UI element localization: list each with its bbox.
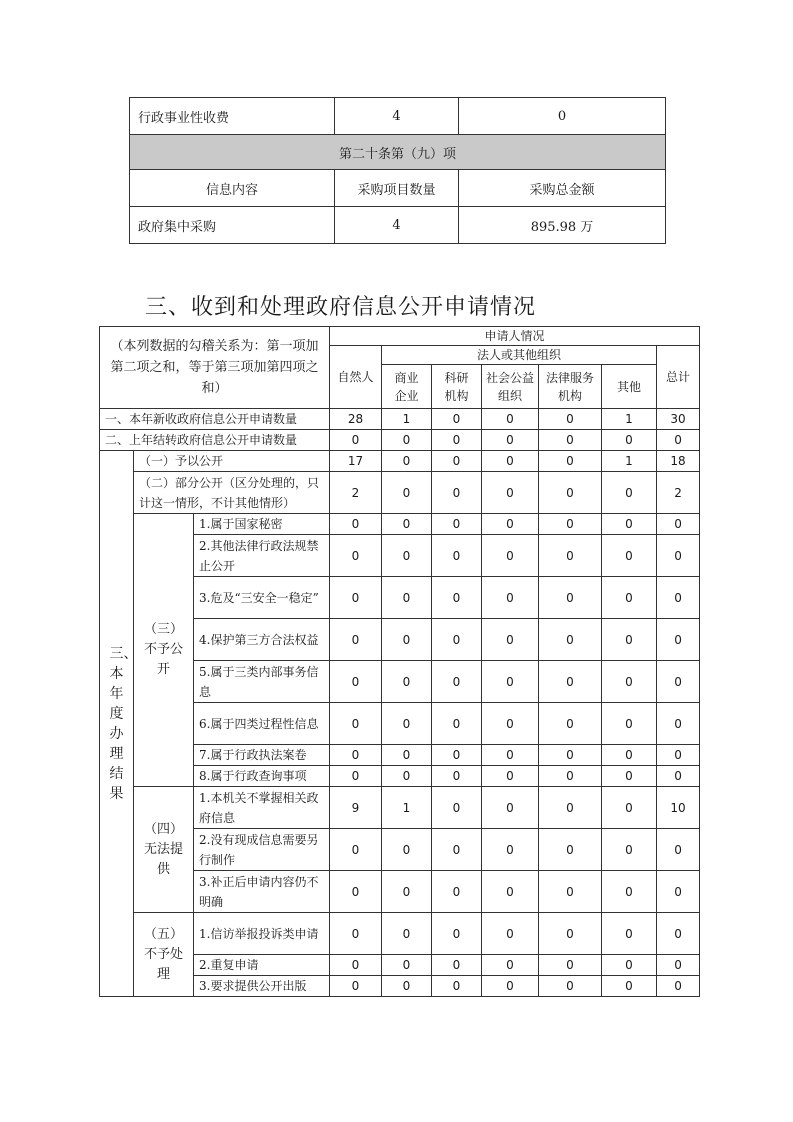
value-cell: 0	[482, 703, 539, 745]
group-label: （三）不予公开	[134, 514, 194, 787]
value-cell: 0	[657, 514, 700, 535]
value-cell: 1	[602, 409, 657, 430]
value-cell: 0	[432, 829, 482, 871]
value-cell: 0	[482, 514, 539, 535]
row-label: 6.属于四类过程性信息	[194, 703, 330, 745]
value-cell: 0	[482, 409, 539, 430]
value-cell: 0	[482, 430, 539, 451]
header-project-count: 采购项目数量	[335, 170, 459, 207]
col-natural: 自然人	[330, 346, 382, 409]
value-cell: 0	[382, 430, 432, 451]
value-cell: 0	[602, 787, 657, 829]
value-cell: 0	[539, 766, 602, 787]
value-cell: 0	[602, 661, 657, 703]
value-cell: 0	[482, 976, 539, 997]
value-cell: 0	[482, 472, 539, 514]
value-cell: 0	[432, 514, 482, 535]
value-cell: 0	[482, 451, 539, 472]
table-row	[100, 514, 700, 535]
fee-count: 4	[335, 98, 459, 135]
group-label: （五）不予处理	[134, 913, 194, 997]
row-label: 1.信访举报投诉类申请	[194, 913, 330, 955]
value-cell: 0	[657, 703, 700, 745]
value-cell: 0	[602, 871, 657, 913]
value-cell: 0	[539, 514, 602, 535]
value-cell: 0	[482, 955, 539, 976]
row-label: 4.保护第三方合法权益	[194, 619, 330, 661]
value-cell: 0	[382, 535, 432, 577]
header-info-content: 信息内容	[130, 170, 335, 207]
value-cell: 0	[539, 619, 602, 661]
row-label: 2.其他法律行政法规禁止公开	[194, 535, 330, 577]
procure-label: 政府集中采购	[130, 207, 335, 244]
value-cell: 0	[432, 430, 482, 451]
section-title: 第二十条第（九）项	[130, 135, 666, 170]
row-label: 5.属于三类内部事务信息	[194, 661, 330, 703]
value-cell: 0	[482, 913, 539, 955]
value-cell: 0	[657, 535, 700, 577]
value-cell: 0	[657, 577, 700, 619]
value-cell: 0	[382, 913, 432, 955]
row-label: 2.重复申请	[194, 955, 330, 976]
legal-header: 法人或其他组织	[382, 346, 657, 365]
value-cell: 0	[657, 976, 700, 997]
value-cell: 0	[432, 913, 482, 955]
table-row	[130, 98, 666, 135]
col-social: 社会公益组织	[482, 365, 539, 409]
value-cell: 0	[382, 577, 432, 619]
value-cell: 0	[602, 829, 657, 871]
value-cell: 0	[330, 976, 382, 997]
value-cell: 0	[602, 514, 657, 535]
value-cell: 0	[539, 913, 602, 955]
value-cell: 0	[657, 913, 700, 955]
value-cell: 0	[657, 871, 700, 913]
value-cell: 1	[382, 409, 432, 430]
value-cell: 0	[602, 472, 657, 514]
value-cell: 0	[482, 535, 539, 577]
table-row	[100, 409, 700, 430]
value-cell: 2	[657, 472, 700, 514]
value-cell: 0	[432, 409, 482, 430]
value-cell: 0	[539, 787, 602, 829]
value-cell: 0	[432, 976, 482, 997]
value-cell: 0	[482, 577, 539, 619]
value-cell: 0	[602, 577, 657, 619]
procurement-table	[129, 97, 666, 244]
value-cell: 0	[382, 976, 432, 997]
col-other: 其他	[602, 365, 657, 409]
value-cell: 0	[382, 661, 432, 703]
value-cell: 0	[330, 430, 382, 451]
value-cell: 0	[432, 451, 482, 472]
value-cell: 0	[539, 871, 602, 913]
row-label: 3.危及“三安全一稳定”	[194, 577, 330, 619]
value-cell: 0	[330, 535, 382, 577]
section-row	[130, 135, 666, 170]
row-label: 3.要求提供公开出版	[194, 976, 330, 997]
value-cell: 0	[330, 577, 382, 619]
value-cell: 0	[539, 535, 602, 577]
value-cell: 0	[482, 766, 539, 787]
value-cell: 1	[382, 787, 432, 829]
value-cell: 0	[657, 955, 700, 976]
row-label: 7.属于行政执法案卷	[194, 745, 330, 766]
application-table	[99, 326, 700, 997]
value-cell: 30	[657, 409, 700, 430]
table-row	[100, 787, 700, 829]
row-label: （二）部分公开（区分处理的，只计这一情形，不计其他情形）	[134, 472, 330, 514]
value-cell: 0	[432, 472, 482, 514]
value-cell: 0	[657, 430, 700, 451]
procure-count: 4	[335, 207, 459, 244]
table-row	[100, 430, 700, 451]
result-section-label: 三、本年度办理结果	[100, 451, 134, 997]
value-cell: 0	[657, 661, 700, 703]
value-cell: 0	[382, 472, 432, 514]
section-heading: 三、收到和处理政府信息公开申请情况	[145, 295, 537, 320]
value-cell: 0	[602, 430, 657, 451]
col-research: 科研机构	[432, 365, 482, 409]
value-cell: 0	[539, 472, 602, 514]
value-cell: 0	[482, 829, 539, 871]
row-label: 8.属于行政查询事项	[194, 766, 330, 787]
value-cell: 0	[382, 451, 432, 472]
col-business: 商业企业	[382, 365, 432, 409]
value-cell: 0	[657, 619, 700, 661]
value-cell: 0	[330, 703, 382, 745]
value-cell: 17	[330, 451, 382, 472]
value-cell: 0	[657, 745, 700, 766]
value-cell: 0	[432, 745, 482, 766]
value-cell: 0	[657, 829, 700, 871]
table-row	[100, 472, 700, 514]
value-cell: 0	[482, 619, 539, 661]
value-cell: 0	[539, 703, 602, 745]
value-cell: 0	[330, 619, 382, 661]
row-label: 1.属于国家秘密	[194, 514, 330, 535]
value-cell: 0	[602, 955, 657, 976]
value-cell: 0	[602, 976, 657, 997]
value-cell: 18	[657, 451, 700, 472]
value-cell: 0	[602, 913, 657, 955]
value-cell: 0	[482, 871, 539, 913]
value-cell: 9	[330, 787, 382, 829]
value-cell: 0	[382, 619, 432, 661]
value-cell: 0	[330, 661, 382, 703]
fee-label: 行政事业性收费	[130, 98, 335, 135]
value-cell: 0	[330, 766, 382, 787]
table-row	[100, 451, 700, 472]
value-cell: 28	[330, 409, 382, 430]
col-total: 总计	[657, 346, 700, 409]
note-cell: （本列数据的勾稽关系为：第一项加第二项之和，等于第三项加第四项之和）	[100, 327, 330, 409]
value-cell: 0	[602, 535, 657, 577]
value-cell: 0	[382, 766, 432, 787]
value-cell: 0	[432, 661, 482, 703]
value-cell: 0	[539, 430, 602, 451]
value-cell: 0	[382, 829, 432, 871]
value-cell: 0	[539, 745, 602, 766]
value-cell: 0	[382, 871, 432, 913]
value-cell: 0	[482, 787, 539, 829]
value-cell: 0	[330, 514, 382, 535]
value-cell: 0	[330, 913, 382, 955]
value-cell: 2	[330, 472, 382, 514]
value-cell: 0	[539, 829, 602, 871]
value-cell: 0	[539, 451, 602, 472]
row-label: 1.本机关不掌握相关政府信息	[194, 787, 330, 829]
row-label: 二、上年结转政府信息公开申请数量	[100, 430, 330, 451]
value-cell: 0	[382, 745, 432, 766]
col-law: 法律服务机构	[539, 365, 602, 409]
value-cell: 10	[657, 787, 700, 829]
value-cell: 0	[432, 766, 482, 787]
value-cell: 0	[330, 745, 382, 766]
table-row	[130, 207, 666, 244]
value-cell: 0	[432, 871, 482, 913]
header-row	[100, 327, 700, 346]
value-cell: 0	[330, 829, 382, 871]
procure-amount: 895.98 万	[459, 207, 666, 244]
value-cell: 0	[382, 514, 432, 535]
value-cell: 0	[482, 661, 539, 703]
header-total-amount: 采购总金额	[459, 170, 666, 207]
header-row	[130, 170, 666, 207]
value-cell: 0	[602, 745, 657, 766]
value-cell: 0	[330, 955, 382, 976]
value-cell: 0	[539, 577, 602, 619]
row-label: （一）予以公开	[134, 451, 330, 472]
value-cell: 0	[657, 766, 700, 787]
value-cell: 0	[602, 703, 657, 745]
value-cell: 0	[432, 577, 482, 619]
value-cell: 0	[539, 409, 602, 430]
value-cell: 0	[432, 619, 482, 661]
fee-amount: 0	[459, 98, 666, 135]
applicant-header: 申请人情况	[330, 327, 700, 346]
table-row	[100, 913, 700, 955]
value-cell: 0	[482, 745, 539, 766]
group-label: （四）无法提供	[134, 787, 194, 913]
value-cell: 0	[330, 871, 382, 913]
value-cell: 0	[432, 703, 482, 745]
value-cell: 0	[432, 955, 482, 976]
value-cell: 0	[432, 535, 482, 577]
value-cell: 0	[382, 703, 432, 745]
value-cell: 0	[432, 787, 482, 829]
row-label: 3.补正后申请内容仍不明确	[194, 871, 330, 913]
row-label: 2.没有现成信息需要另行制作	[194, 829, 330, 871]
value-cell: 0	[602, 766, 657, 787]
value-cell: 1	[602, 451, 657, 472]
value-cell: 0	[539, 976, 602, 997]
value-cell: 0	[382, 955, 432, 976]
row-label: 一、本年新收政府信息公开申请数量	[100, 409, 330, 430]
value-cell: 0	[602, 619, 657, 661]
value-cell: 0	[539, 955, 602, 976]
value-cell: 0	[539, 661, 602, 703]
